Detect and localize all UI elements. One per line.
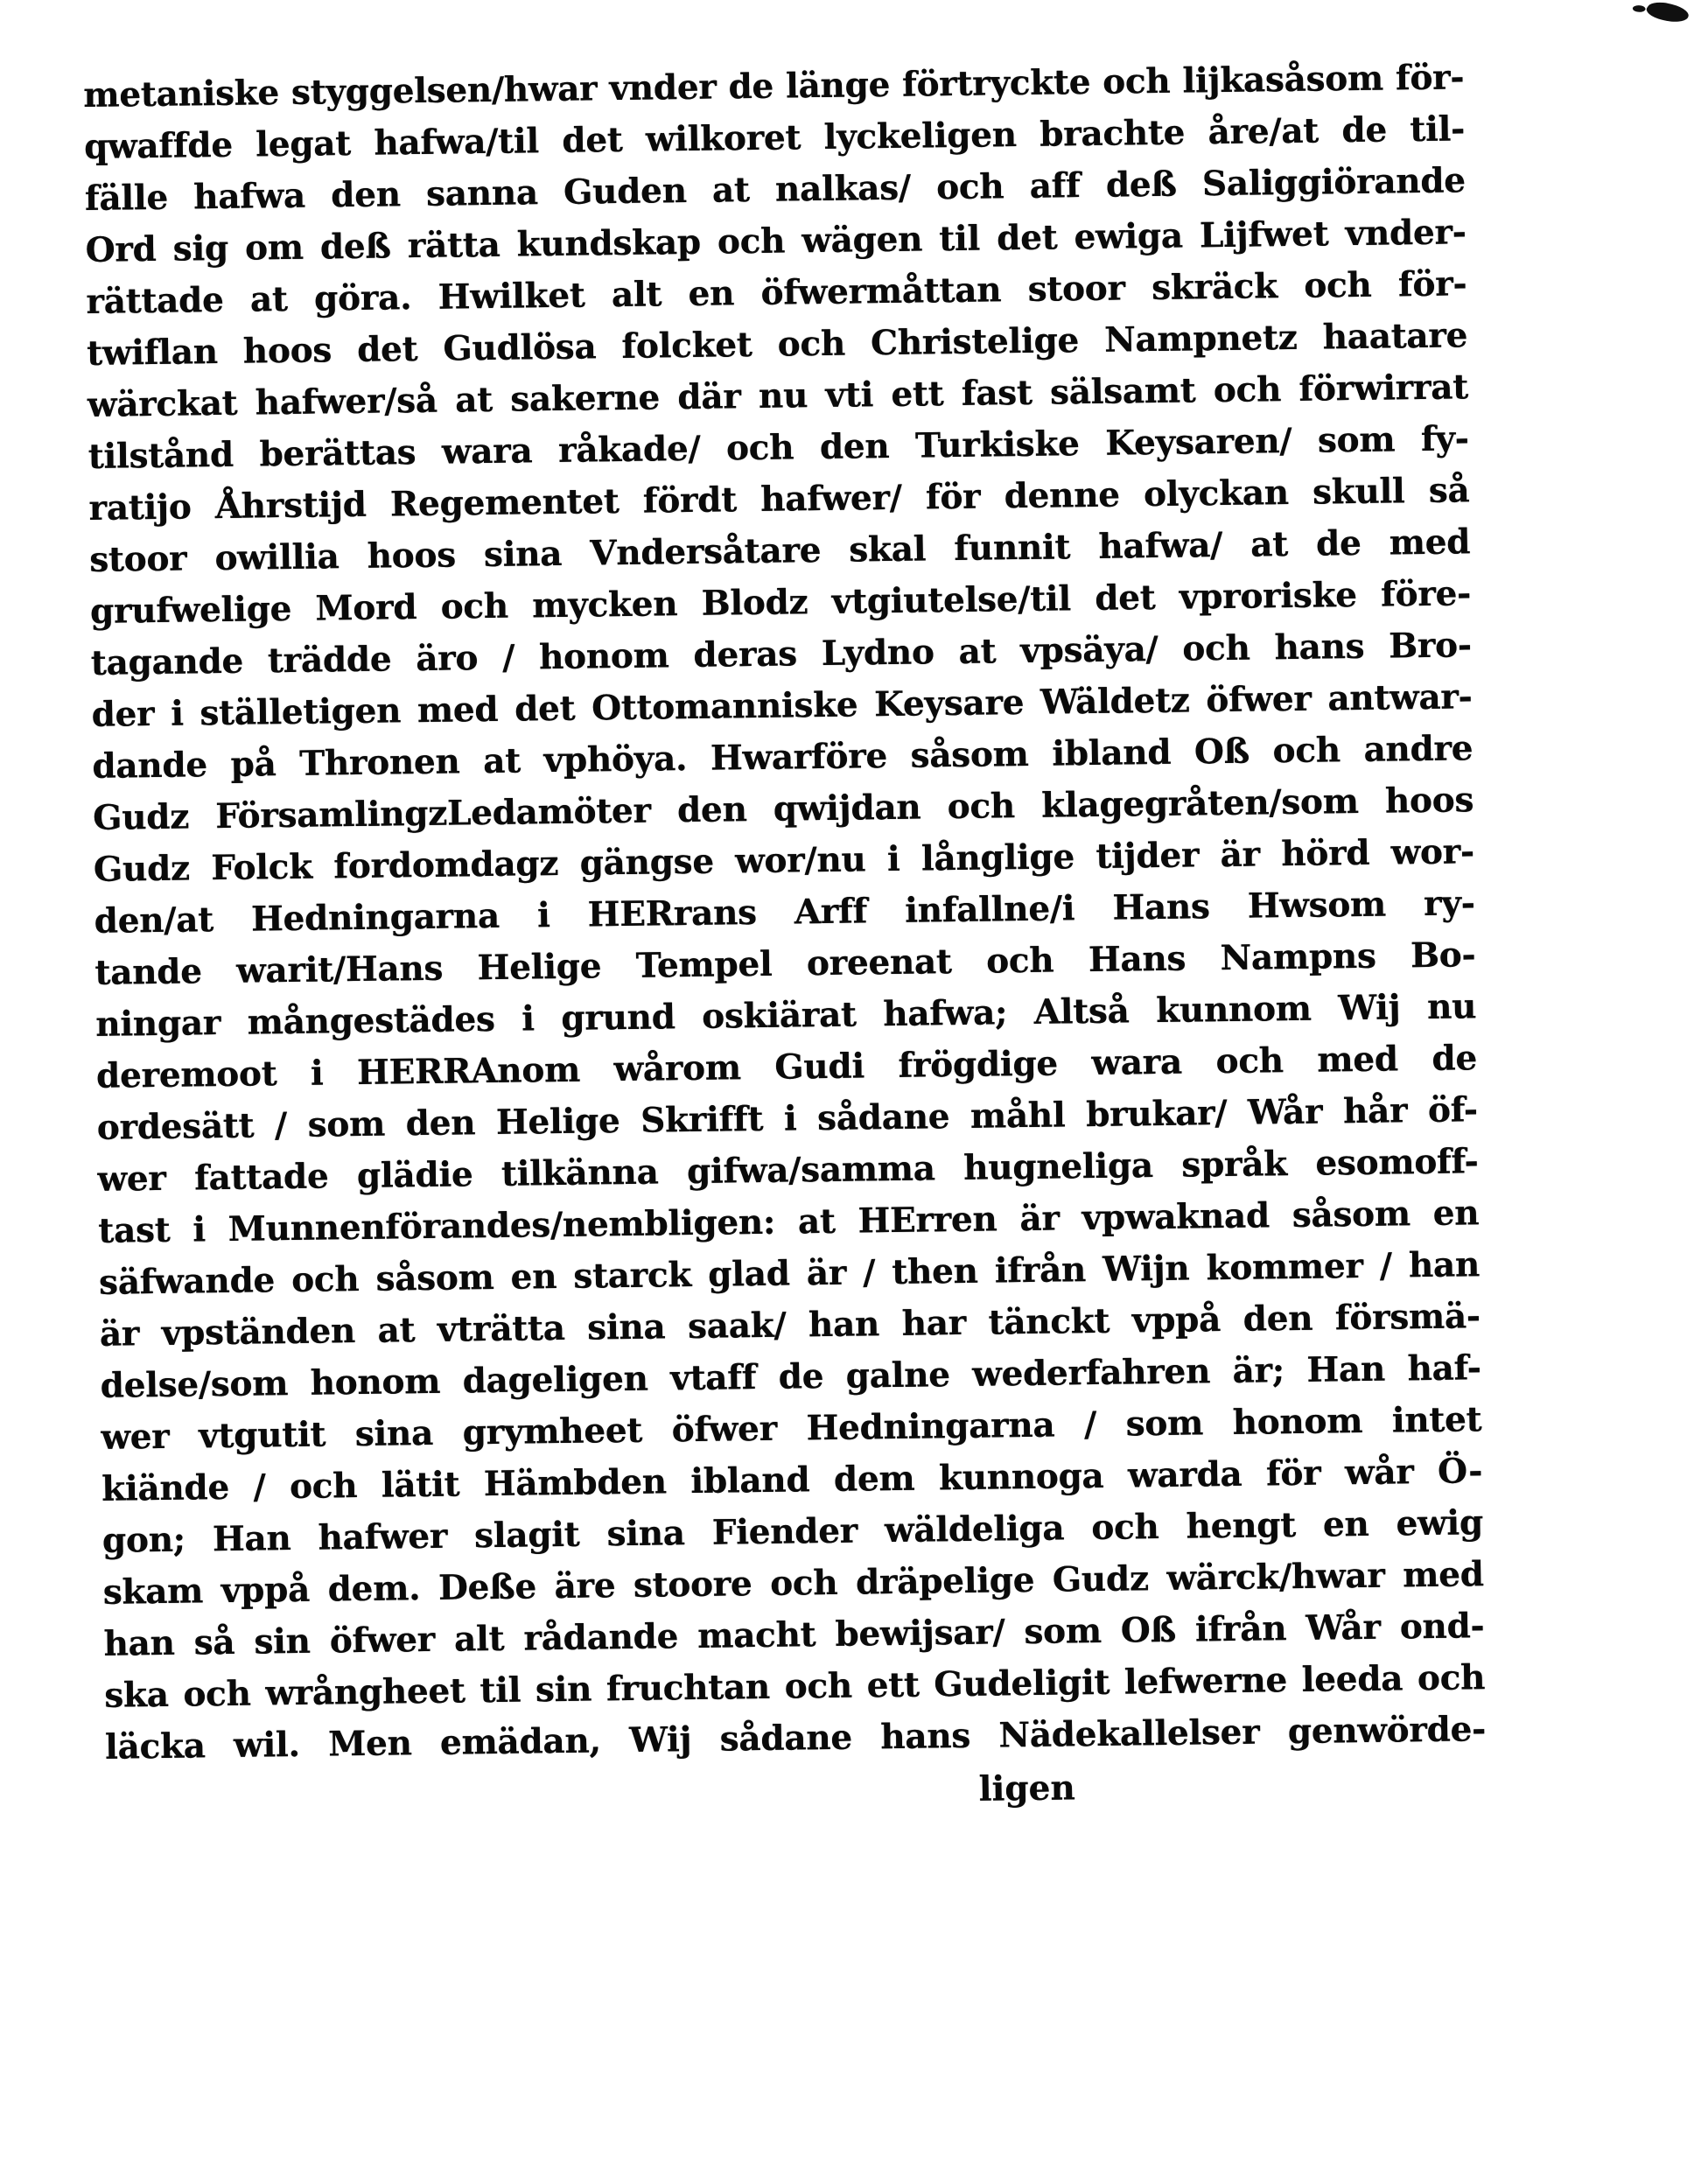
text-line: deremoot i HERRAnom wårom Gudi frögdige wara och med de <box>95 1038 1478 1096</box>
text-line: fälle hafwa den sanna Guden at nalkas/ och aff deß Saliggiörande <box>84 160 1466 219</box>
text-line: dande på Thronen at vphöya. Hwarföre såsom ibland Oß och andre <box>92 728 1474 787</box>
text-line: der i ställetigen med det Ottomanniske Keysare Wäldetz öfwer antwar- <box>91 676 1473 735</box>
ink-smudge <box>1642 0 1694 24</box>
text-line: grufwelige Mord och mycken Blodz vtgiutelse/til det vproriske före- <box>89 573 1472 632</box>
text-line: Gudz Folck fordomdagz gängse wor/nu i långlige tijder är hörd wor- <box>93 831 1475 890</box>
text-line: twiflan hoos det Gudlösa folcket och Christelige Nampnetz haatare <box>86 315 1468 374</box>
text-line: wer vtgutit sina grymheet öfwer Hedningarna / som honom intet <box>101 1399 1482 1458</box>
text-line: tagande trädde äro / honom deras Lydno at vpsäya/ och hans Bro- <box>90 625 1473 683</box>
catchword: ligen <box>978 1768 1076 1810</box>
text-line: tande warit/Hans Helige Tempel oreenat och Hans Nampns Bo- <box>94 934 1476 993</box>
text-line: han så sin öfwer alt rådande macht bewijsar/ som Oß ifrån Wår ond- <box>103 1606 1485 1664</box>
text-line: ska och wrångheet til sin fruchtan och ett Gudeligit lefwerne leeda och <box>104 1657 1486 1716</box>
text-line: tilstånd berättas wara råkade/ och den Turkiske Keysaren/ som fy- <box>88 418 1469 477</box>
text-line: ordesätt / som den Helige Skrifft i sådane måhl brukar/ Wår hår öf- <box>96 1089 1478 1148</box>
text-line: är vpständen at vträtta sina saak/ han har tänckt vppå den försmä- <box>99 1296 1481 1354</box>
text-line: wärckat hafwer/så at sakerne där nu vti ett fast sälsamt och förwirrat <box>87 367 1469 425</box>
text-line: kiände / och lätit Hämbden ibland dem kunnoga warda för wår Ö- <box>101 1451 1483 1509</box>
text-line: rättade at göra. Hwilket alt en öfwermåttan stoor skräck och för- <box>86 263 1467 322</box>
text-line: Ord sig om deß rätta kundskap och wägen til det ewiga Lijfwet vnder- <box>85 212 1466 270</box>
text-line: den/at Hedningarna i HERrans Arff infallne/i Hans Hwsom ry- <box>94 883 1475 942</box>
text-line: metaniske styggelsen/hwar vnder de länge förtryckte och lijkasåsom för- <box>83 57 1465 116</box>
text-line: tast i Munnenförandes/nembligen: at HErren är vpwaknad såsom en <box>98 1193 1480 1251</box>
text-line: stoor owillia hoos sina Vndersåtare skal funnit hafwa/ at de med <box>89 522 1471 580</box>
text-line: läcka wil. Men emädan, Wij sådane hans Nädekallelser genwörde- <box>104 1709 1487 1768</box>
text-line: qwaffde legat hafwa/til det wilkoret lyckeligen brachte åre/at de til- <box>83 108 1466 167</box>
text-line: delse/som honom dageligen vtaff de galne wederfahren är; Han haf- <box>100 1348 1481 1406</box>
text-block <box>83 52 1487 1827</box>
text-line: skam vppå dem. Deße äre stoore och dräpelige Gudz wärck/hwar med <box>102 1554 1484 1613</box>
text-line: Gudz FörsamlingzLedamöter den qwijdan och klagegråten/som hoos <box>92 780 1474 838</box>
text-line: ningar mångestädes i grund oskiärat hafwa; Altså kunnom Wij nu <box>94 986 1477 1045</box>
text-line: säfwande och såsom en starck glad är / then ifrån Wijn kommer / han <box>98 1244 1480 1303</box>
text-line: wer fattade glädie tilkänna gifwa/samma hugneliga språk esomoff- <box>97 1141 1479 1200</box>
text-line: gon; Han hafwer slagit sina Fiender wäldeliga och hengt en ewig <box>102 1502 1484 1561</box>
text-line: ratijo Åhrstijd Regementet fördt hafwer/ för denne olyckan skull så <box>88 470 1470 528</box>
